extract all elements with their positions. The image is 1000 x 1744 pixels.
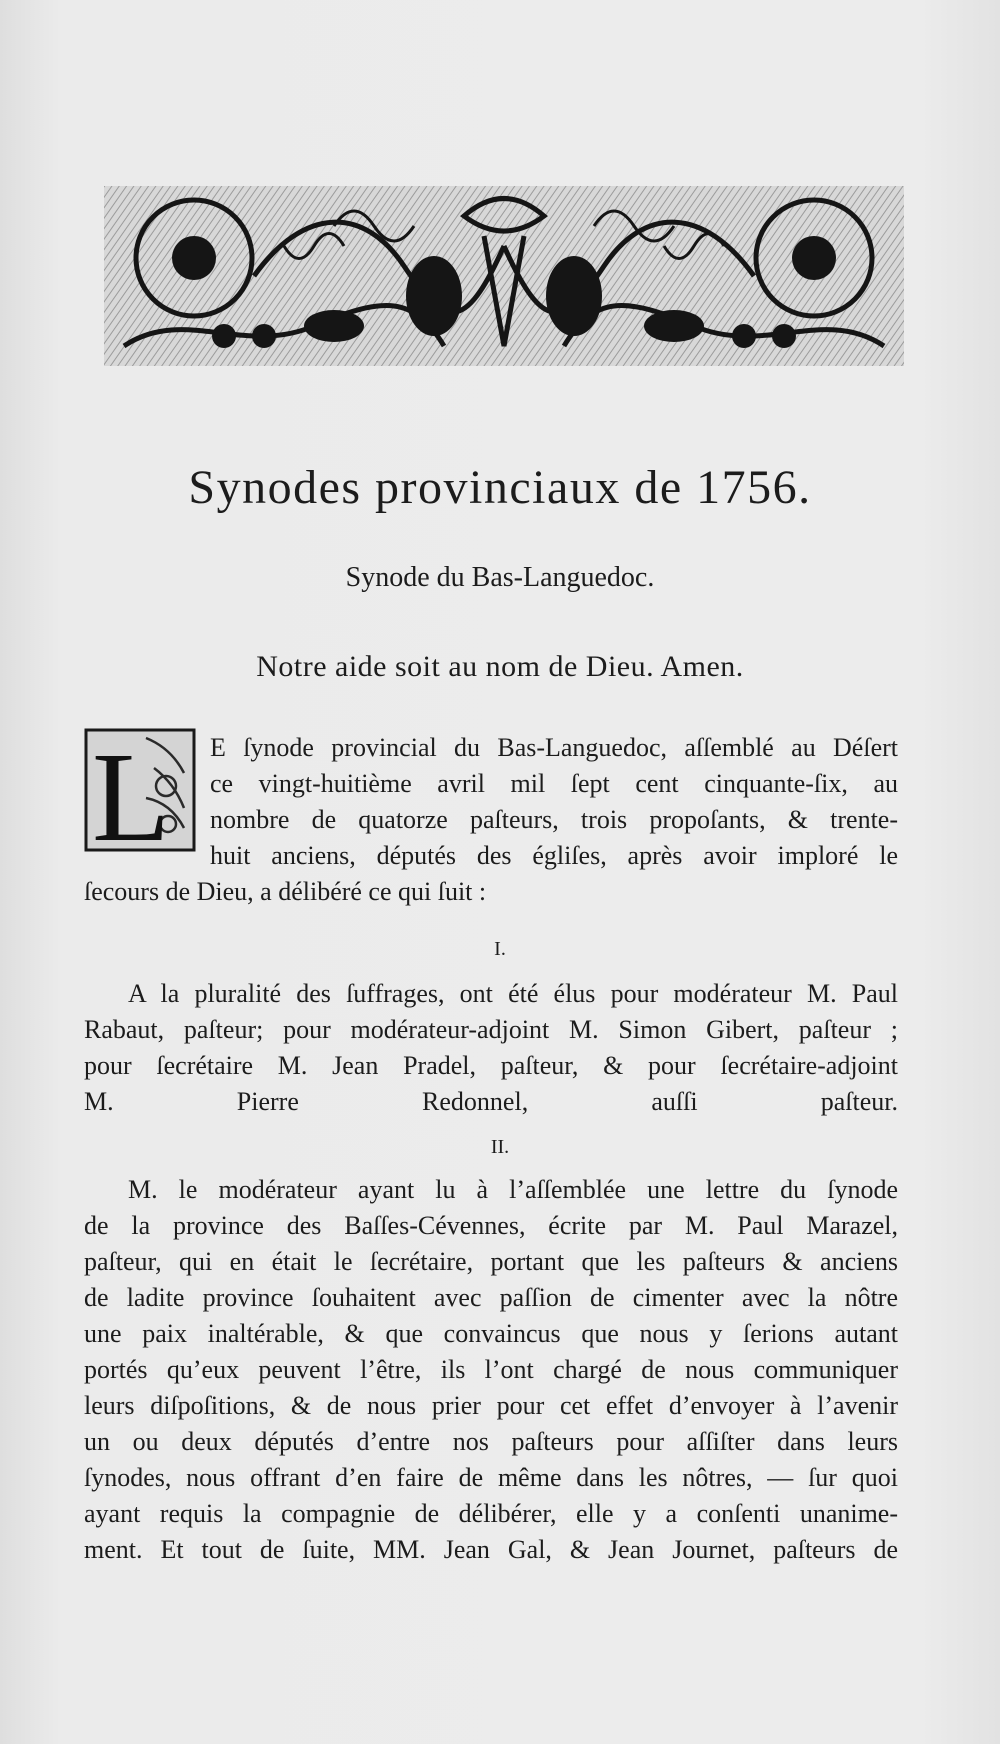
section-line: un ou deux députés d’entre nos paſteurs pour aſſiſter dans leurs <box>84 1427 898 1456</box>
section-line: de ladite province ſouhaitent avec paſſion de cimenter avec la nôtre <box>84 1283 898 1312</box>
section-line: ment. Et tout de ſuite, MM. Jean Gal, & Jean Journet, paſteurs de <box>84 1535 898 1564</box>
drop-cap-letter: L <box>92 728 171 852</box>
section-line: A la pluralité des ſuffrages, ont été élus pour modérateur M. Paul <box>128 979 898 1008</box>
intro-paragraph-end <box>84 874 898 910</box>
section-line: M. Pierre Redonnel, auſſi paſteur. <box>84 1087 898 1116</box>
intro-line: ce vingt-huitième avril mil ſept cent cinquante-ſix, au <box>210 769 898 798</box>
section-number: I. <box>494 938 506 960</box>
ornamental-headpiece <box>104 186 904 366</box>
invocation-line: Notre aide soit au nom de Dieu. Amen. <box>256 650 744 683</box>
intro-line: nombre de quatorze paſteurs, trois propoſants, & trente- <box>210 805 898 834</box>
section-line: M. le modérateur ayant lu à l’aſſemblée une lettre du ſynode <box>128 1175 898 1204</box>
section-line: Rabaut, paſteur; pour modérateur-adjoint M. Simon Gibert, paſteur ; <box>84 1015 898 1044</box>
intro-paragraph-continued <box>210 838 898 874</box>
intro-paragraph <box>210 730 898 838</box>
section-line: ayant requis la compagnie de délibérer, elle y a conſenti unanime- <box>84 1499 898 1528</box>
section-line: paſteur, qui en était le ſecrétaire, portant que les paſteurs & anciens <box>84 1247 898 1276</box>
intro-line: ſecours de Dieu, a délibéré ce qui ſuit : <box>84 877 487 906</box>
section-line: de la province des Baſſes-Cévennes, écrite par M. Paul Marazel, <box>84 1211 898 1240</box>
section-line: ſynodes, nous offrant d’en faire de même dans les nôtres, — ſur quoi <box>84 1463 898 1492</box>
synod-subtitle: Synode du Bas-Languedoc. <box>345 562 655 593</box>
section-line: leurs diſpoſitions, & de nous prier pour cet effet d’envoyer à l’avenir <box>84 1391 898 1420</box>
intro-line: huit anciens, députés des égliſes, après avoir imploré le <box>210 841 898 870</box>
drop-cap <box>84 728 196 852</box>
section-line: portés qu’eux peuvent l’être, ils l’ont chargé de nous communiquer <box>84 1355 898 1384</box>
section-line: une paix inaltérable, & que convaincus que nous y ſerions autant <box>84 1319 898 1348</box>
intro-line: E ſynode provincial du Bas-Languedoc, aſſemblé au Déſert <box>210 733 898 762</box>
section-2-text <box>84 1172 898 1568</box>
section-1-text <box>84 976 898 1120</box>
section-line: pour ſecrétaire M. Jean Pradel, paſteur, & pour ſecrétaire-adjoint <box>84 1051 898 1080</box>
section-number: II. <box>490 1136 510 1158</box>
page-title: Synodes provinciaux de 1756. <box>188 461 812 514</box>
drop-cap-ornament <box>84 728 196 852</box>
